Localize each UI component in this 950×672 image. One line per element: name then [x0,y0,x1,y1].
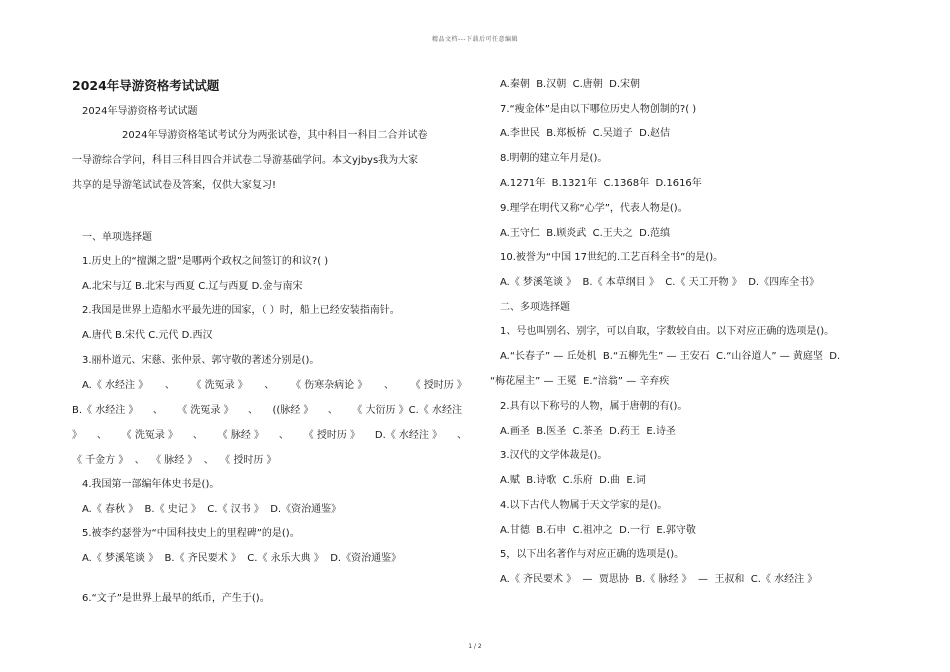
question-2-options: A.唐代 B.宋代 C.元代 D.西汉 [82,330,213,341]
option-fragment: 、 [278,430,289,441]
intro-line-2: 一导游综合学问，科目三科目四合并试卷二导游基础学问。本文yjbys我为大家 [72,155,419,166]
document-title: 2024年导游资格考试试题 [72,78,220,93]
section-heading-multiple-choice: 二、多项选择题 [500,302,570,313]
question-5: 5.被李约瑟誉为“中国科技史上的里程碑”的是()。 [82,528,300,539]
option-fragment: 、 [248,405,259,416]
question-3-options-row-4: 《 千金方 》 、 《 脉经 》 、 《 授时历 》 [72,455,277,466]
question-4: 4.我国第一部编年体史书是()。 [82,479,220,490]
document-subtitle: 2024年导游资格考试试题 [82,106,198,117]
multi-question-1-options-b: “梅花屋主” — 王冕 E.“涪翁” — 辛弃疾 [490,376,670,387]
multi-question-4-options: A.甘德 B.石申 C.祖冲之 D.一行 E.郭守敬 [500,525,696,536]
page-number: 1 / 2 [468,643,482,650]
option-fragment: 、 [456,430,467,441]
multi-question-3: 3.汉代的文学体裁是()。 [500,450,608,461]
option-fragment: 、 [383,380,394,391]
option-fragment: 、 [264,380,275,391]
question-9-options: A.王守仁 B.顾炎武 C.王夫之 D.范缜 [500,228,670,239]
question-3: 3.丽朴道元、宋慈、张仲景、郭守敬的著述分别是()。 [82,355,320,366]
question-4-options: A.《 春秋 》 B.《 史记 》 C.《 汉书 》 D.《资治通鉴》 [82,504,342,515]
question-10: 10.被誉为“中国 17世纪的.工艺百科全书”的是()。 [500,252,724,263]
multi-question-4: 4.以下古代人物属于天文学家的是()。 [500,500,668,511]
option-fragment: 《 洗冤录 》 [191,380,248,391]
question-3-options-row-3 [72,430,467,442]
option-fragment: D.《 水经注 》 [374,430,443,441]
section-heading-single-choice: 一、单项选择题 [82,232,152,243]
option-fragment: 》 [72,430,82,441]
multi-question-1-options-a: A.“长春子” — 丘处机 B.“五柳先生” — 王安石 C.“山谷道人” — 黄庭坚 D. [500,351,841,362]
option-fragment: 、 [96,430,107,441]
option-fragment: 、 [152,405,163,416]
option-fragment: ((脉经 》 [272,405,314,416]
option-fragment: 《 脉经 》 [217,430,265,441]
multi-question-5: 5，以下出名著作与对应正确的选项是()。 [500,549,685,560]
question-1-options: A.北宋与辽 B.北宋与西夏 C.辽与西夏 D.金与南宋 [82,281,303,292]
question-1: 1.历史上的“擅渊之盟”是哪两个政权之间签订的和议?( ) [82,256,329,267]
option-fragment: 、 [164,380,175,391]
page-header-note: 精品文档---下载后可任意编辑 [432,36,518,43]
question-5-options: A.《 梦溪笔谈 》 B.《 齐民要术 》 C.《 永乐大典 》 D.《资治通鉴》 [82,553,402,564]
question-3-options-row-2 [72,405,462,417]
multi-question-1: 1、号也叫别名、别字，可以自取，字数较自由。以下对应正确的选项是()。 [500,326,835,337]
option-fragment: 《 洗冤录 》 [121,430,179,441]
question-6: 6.“文子”是世界上最早的纸币，产生于()。 [82,593,270,604]
question-3-options-row-1 [82,380,467,392]
option-fragment: A.《 水经注 》 [82,380,149,391]
option-fragment: 《 伤寒杂病论 》 [291,380,368,391]
question-7: 7.“瘦金体”是由以下哪位历史人物创制的?( ) [500,104,697,115]
question-6-options: A.秦朝 B.汉朝 C.唐朝 D.宋朝 [500,79,640,90]
option-fragment: 《 大衍历 》C.《 水经注 [352,405,462,416]
question-10-options: A.《 梦溪笔谈 》 B.《 本草纲目 》 C.《 天工开物 》 D.《四库全书》 [500,277,820,288]
multi-question-3-options: A.赋 B.诗歌 C.乐府 D.曲 E.词 [500,475,646,486]
multi-question-2-options: A.画圣 B.医圣 C.茶圣 D.药王 E.诗圣 [500,426,676,437]
intro-line-1: 2024年导游资格笔试考试分为两张试卷，其中科目一科目二合并试卷 [122,130,428,141]
option-fragment: 《 洗冤录 》 [177,405,234,416]
option-fragment: 、 [327,405,338,416]
intro-line-3: 共享的是导游笔试试卷及答案，仅供大家复习! [72,180,277,191]
multi-question-2: 2.具有以下称号的人物，属于唐朝的有()。 [500,401,688,412]
question-2: 2.我国是世界上造船水平最先进的国家，（ ）时，船上已经安装指南针。 [82,305,400,316]
multi-question-5-options: A.《 齐民要术 》 — 贾思协 B.《 脉经 》 — 王叔和 C.《 水经注 》 [500,574,818,585]
question-8: 8.明朝的建立年月是()。 [500,153,608,164]
option-fragment: 《 授时历 》 [410,380,467,391]
option-fragment: B.《 水经注 》 [72,405,139,416]
question-8-options: A.1271年 B.1321年 C.1368年 D.1616年 [500,178,702,189]
question-7-options: A.李世民 B.郑板桥 C.吴道子 D.赵佶 [500,128,670,139]
option-fragment: 、 [192,430,203,441]
question-9: 9.理学在明代又称“心学”，代表人物是()。 [500,203,688,214]
option-fragment: 《 授时历 》 [303,430,361,441]
